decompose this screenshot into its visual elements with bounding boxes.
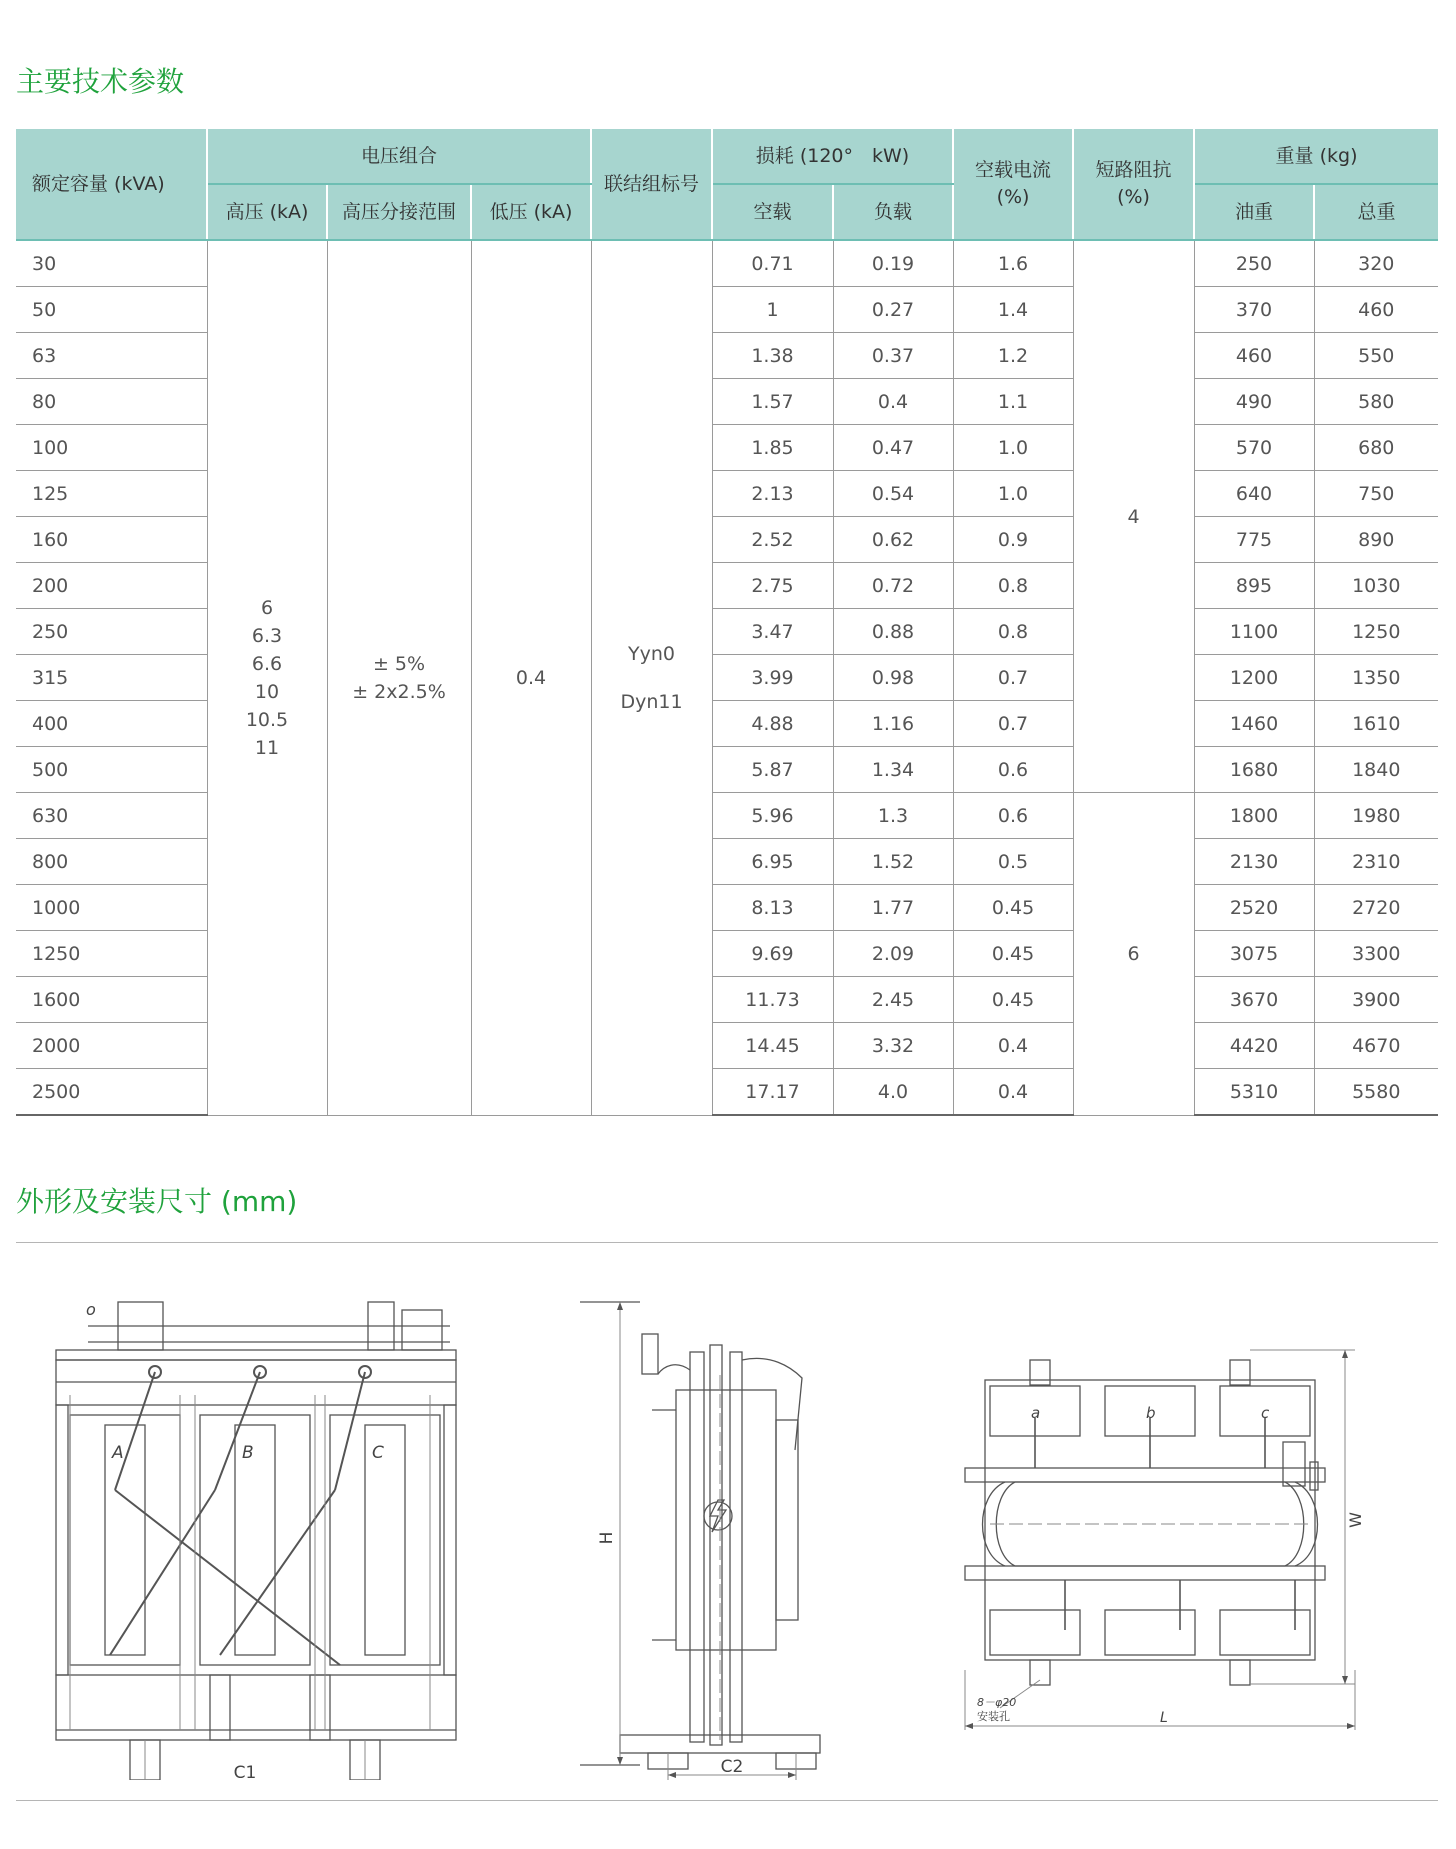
cell-current: 0.9 <box>953 517 1073 563</box>
hv-value: 6.3 <box>251 624 283 647</box>
cell-total-weight: 580 <box>1314 379 1438 425</box>
header-total-weight: 总重 <box>1314 184 1438 240</box>
cell-total-weight: 1980 <box>1314 793 1438 839</box>
cell-load-loss: 1.52 <box>833 839 953 885</box>
section-title-dimensions: 外形及安装尺寸 (mm) <box>16 1185 298 1218</box>
cell-current: 1.6 <box>953 240 1073 287</box>
cell-oil-weight: 640 <box>1194 471 1314 517</box>
hole-spec-label: 8－φ20 <box>977 1696 1017 1709</box>
tap-value: ± 2x2.5% <box>352 680 446 703</box>
cell-no-load-loss: 1.85 <box>712 425 833 471</box>
cell-no-load-loss: 11.73 <box>712 977 833 1023</box>
cell-current: 1.4 <box>953 287 1073 333</box>
cell-no-load-loss: 3.99 <box>712 655 833 701</box>
cell-capacity: 50 <box>16 287 207 333</box>
header-tap-range: 高压分接范围 <box>327 184 471 240</box>
cell-total-weight: 550 <box>1314 333 1438 379</box>
cell-oil-weight: 570 <box>1194 425 1314 471</box>
neutral-label: o <box>86 1300 96 1319</box>
cell-impedance-high: 6 <box>1073 793 1194 1116</box>
cell-lv-merged: 0.4 <box>471 240 591 1115</box>
cell-oil-weight: 1200 <box>1194 655 1314 701</box>
term-c-label: c <box>1261 1404 1270 1422</box>
cell-load-loss: 0.4 <box>833 379 953 425</box>
cell-current: 0.7 <box>953 701 1073 747</box>
hv-value: 10.5 <box>245 708 289 731</box>
cell-capacity: 80 <box>16 379 207 425</box>
header-impedance-line2: (%) <box>1117 186 1150 208</box>
cell-load-loss: 0.54 <box>833 471 953 517</box>
header-weight-group: 重量 (kg) <box>1194 129 1438 184</box>
cell-current: 1.2 <box>953 333 1073 379</box>
cell-no-load-loss: 2.52 <box>712 517 833 563</box>
cell-load-loss: 0.37 <box>833 333 953 379</box>
cell-oil-weight: 250 <box>1194 240 1314 287</box>
vector-value: Dyn11 <box>620 690 683 713</box>
cell-load-loss: 2.09 <box>833 931 953 977</box>
header-no-load-loss: 空载 <box>712 184 833 240</box>
cell-current: 1.0 <box>953 471 1073 517</box>
cell-total-weight: 3900 <box>1314 977 1438 1023</box>
hole-label: 安装孔 <box>977 1710 1010 1723</box>
cell-capacity: 30 <box>16 240 207 287</box>
cell-current: 0.45 <box>953 885 1073 931</box>
cell-no-load-loss: 14.45 <box>712 1023 833 1069</box>
cell-total-weight: 3300 <box>1314 931 1438 977</box>
cell-capacity: 63 <box>16 333 207 379</box>
cell-capacity: 500 <box>16 747 207 793</box>
cell-capacity: 315 <box>16 655 207 701</box>
dim-c1-label: C1 <box>233 1763 257 1780</box>
cell-capacity: 1250 <box>16 931 207 977</box>
cell-total-weight: 320 <box>1314 240 1438 287</box>
cell-total-weight: 1610 <box>1314 701 1438 747</box>
cell-no-load-loss: 2.13 <box>712 471 833 517</box>
cell-load-loss: 2.45 <box>833 977 953 1023</box>
header-no-load-current-line2: (%) <box>996 186 1030 208</box>
cell-no-load-loss: 0.71 <box>712 240 833 287</box>
header-oil-weight: 油重 <box>1194 184 1314 240</box>
cell-current: 0.4 <box>953 1023 1073 1069</box>
cell-oil-weight: 370 <box>1194 287 1314 333</box>
cell-no-load-loss: 5.87 <box>712 747 833 793</box>
header-lv: 低压 (kA) <box>471 184 591 240</box>
cell-capacity: 1000 <box>16 885 207 931</box>
tap-value: ± 5% <box>372 652 426 675</box>
cell-tap-merged <box>327 240 471 1115</box>
cell-no-load-loss: 1 <box>712 287 833 333</box>
phase-b-label: B <box>242 1443 254 1463</box>
cell-total-weight: 750 <box>1314 471 1438 517</box>
cell-capacity: 250 <box>16 609 207 655</box>
cell-capacity: 125 <box>16 471 207 517</box>
cell-oil-weight: 1100 <box>1194 609 1314 655</box>
cell-current: 0.45 <box>953 977 1073 1023</box>
cell-impedance-low: 4 <box>1073 240 1194 793</box>
cell-oil-weight: 1460 <box>1194 701 1314 747</box>
cell-oil-weight: 2520 <box>1194 885 1314 931</box>
cell-load-loss: 3.32 <box>833 1023 953 1069</box>
header-capacity: 额定容量 (kVA) <box>16 129 207 240</box>
cell-capacity: 100 <box>16 425 207 471</box>
cell-oil-weight: 2130 <box>1194 839 1314 885</box>
cell-oil-weight: 4420 <box>1194 1023 1314 1069</box>
cell-capacity: 2000 <box>16 1023 207 1069</box>
cell-oil-weight: 3075 <box>1194 931 1314 977</box>
cell-no-load-loss: 1.38 <box>712 333 833 379</box>
cell-capacity: 630 <box>16 793 207 839</box>
cell-total-weight: 680 <box>1314 425 1438 471</box>
cell-capacity: 200 <box>16 563 207 609</box>
cell-no-load-loss: 8.13 <box>712 885 833 931</box>
section-divider <box>16 1242 1438 1243</box>
header-voltage-group: 电压组合 <box>207 129 591 184</box>
cell-oil-weight: 490 <box>1194 379 1314 425</box>
cell-load-loss: 0.47 <box>833 425 953 471</box>
bottom-divider <box>16 1800 1438 1801</box>
dim-c2-label: C2 <box>720 1757 744 1777</box>
top-view-drawing <box>955 1270 1415 1730</box>
cell-oil-weight: 775 <box>1194 517 1314 563</box>
phase-c-label: C <box>372 1443 384 1463</box>
side-view-drawing <box>580 1270 860 1780</box>
cell-current: 0.7 <box>953 655 1073 701</box>
cell-current: 0.45 <box>953 931 1073 977</box>
cell-vector-merged <box>591 240 712 1115</box>
cell-load-loss: 1.34 <box>833 747 953 793</box>
cell-current: 0.8 <box>953 563 1073 609</box>
cell-total-weight: 5580 <box>1314 1069 1438 1116</box>
hv-value: 6.6 <box>251 652 283 675</box>
header-no-load-current-line1: 空载电流 <box>975 159 1052 181</box>
section-title-parameters: 主要技术参数 <box>16 65 185 98</box>
cell-oil-weight: 5310 <box>1194 1069 1314 1116</box>
dim-w-label: W <box>1346 1512 1365 1528</box>
cell-current: 1.1 <box>953 379 1073 425</box>
cell-oil-weight: 1800 <box>1194 793 1314 839</box>
cell-capacity: 2500 <box>16 1069 207 1116</box>
cell-load-loss: 1.16 <box>833 701 953 747</box>
cell-oil-weight: 1680 <box>1194 747 1314 793</box>
cell-load-loss: 0.27 <box>833 287 953 333</box>
table-row <box>16 240 1438 287</box>
phase-a-label: A <box>112 1443 124 1463</box>
cell-capacity: 400 <box>16 701 207 747</box>
cell-capacity: 160 <box>16 517 207 563</box>
cell-no-load-loss: 17.17 <box>712 1069 833 1116</box>
term-b-label: b <box>1146 1404 1156 1422</box>
cell-oil-weight: 895 <box>1194 563 1314 609</box>
cell-current: 0.8 <box>953 609 1073 655</box>
cell-total-weight: 1350 <box>1314 655 1438 701</box>
cell-no-load-loss: 1.57 <box>712 379 833 425</box>
hv-value: 6 <box>260 596 274 619</box>
header-load-loss: 负载 <box>833 184 953 240</box>
cell-current: 0.6 <box>953 793 1073 839</box>
cell-total-weight: 1840 <box>1314 747 1438 793</box>
cell-no-load-loss: 5.96 <box>712 793 833 839</box>
dim-h-label: H <box>597 1531 617 1545</box>
cell-capacity: 800 <box>16 839 207 885</box>
cell-current: 0.6 <box>953 747 1073 793</box>
cell-no-load-loss: 9.69 <box>712 931 833 977</box>
cell-no-load-loss: 2.75 <box>712 563 833 609</box>
cell-current: 0.5 <box>953 839 1073 885</box>
cell-capacity: 1600 <box>16 977 207 1023</box>
header-hv: 高压 (kA) <box>207 184 327 240</box>
cell-total-weight: 1250 <box>1314 609 1438 655</box>
cell-current: 1.0 <box>953 425 1073 471</box>
cell-hv-merged <box>207 240 327 1115</box>
header-vector-group: 联结组标号 <box>591 129 712 240</box>
cell-load-loss: 0.98 <box>833 655 953 701</box>
cell-no-load-loss: 3.47 <box>712 609 833 655</box>
hv-value: 10 <box>254 680 280 703</box>
vector-value: Yyn0 <box>628 642 675 665</box>
cell-load-loss: 0.88 <box>833 609 953 655</box>
cell-total-weight: 1030 <box>1314 563 1438 609</box>
cell-current: 0.4 <box>953 1069 1073 1116</box>
cell-total-weight: 460 <box>1314 287 1438 333</box>
cell-load-loss: 0.62 <box>833 517 953 563</box>
cell-load-loss: 0.19 <box>833 240 953 287</box>
cell-total-weight: 2720 <box>1314 885 1438 931</box>
cell-load-loss: 0.72 <box>833 563 953 609</box>
front-view-drawing <box>50 1270 470 1780</box>
cell-oil-weight: 3670 <box>1194 977 1314 1023</box>
cell-total-weight: 890 <box>1314 517 1438 563</box>
header-no-load-current <box>953 129 1073 240</box>
cell-no-load-loss: 6.95 <box>712 839 833 885</box>
header-impedance <box>1073 129 1194 240</box>
cell-load-loss: 1.3 <box>833 793 953 839</box>
cell-oil-weight: 460 <box>1194 333 1314 379</box>
cell-load-loss: 1.77 <box>833 885 953 931</box>
spec-table <box>16 129 1438 1116</box>
cell-no-load-loss: 4.88 <box>712 701 833 747</box>
header-loss-group: 损耗 (120° kW) <box>712 129 953 184</box>
cell-load-loss: 4.0 <box>833 1069 953 1116</box>
dim-l-label: L <box>1160 1710 1168 1726</box>
hv-value: 11 <box>254 736 280 759</box>
header-impedance-line1: 短路阻抗 <box>1095 159 1172 181</box>
cell-total-weight: 4670 <box>1314 1023 1438 1069</box>
term-a-label: a <box>1031 1404 1041 1422</box>
cell-total-weight: 2310 <box>1314 839 1438 885</box>
